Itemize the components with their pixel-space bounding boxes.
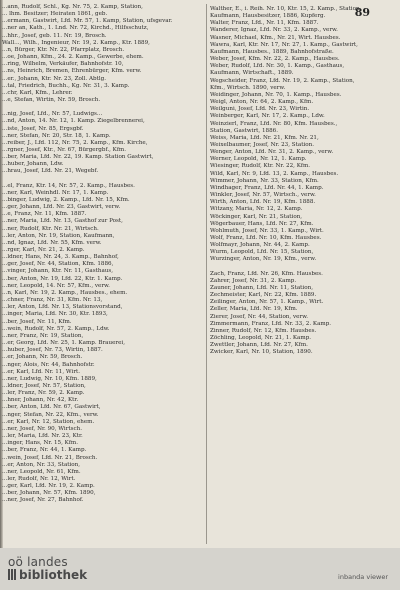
entry-line: ...e, Stefan, Wirtin, Nr. 59, Brosch. — [2, 97, 101, 104]
entry-line: ...ner, Leopold, Nr. 61, Kfm. — [2, 468, 81, 475]
entry-line: Weixelbaumer, Josef, Nr. 23, Station. — [210, 141, 314, 148]
entry-line: ...reiber, J., Lfd. 112, Nr. 75, 2. Kamp., Kfm. Kirche, — [2, 139, 148, 146]
entry-line: Zwicker, Karl, Nr. 10, Station, 1890. — [210, 349, 313, 356]
entry-line: ...oe, Johann, Kfm., 24. 2. Kamp., Gewerbe, ehem. — [2, 54, 144, 61]
entry-line: Wöckinger, Karl, Nr. 21, Station, — [210, 213, 303, 220]
entry-line: ...wein, Josef, Lfd. Nr. 21, Brosch. — [2, 454, 98, 461]
left-column — [2, 4, 202, 505]
logo-line-2: bibliothek — [19, 568, 88, 582]
entry-line: Wurzinger, Anton, Nr. 19, Kfm., verw. — [210, 256, 317, 263]
entry-line: Kaufmann, Wirtschaft., 1889. — [210, 70, 294, 77]
entry-line: Kfm., Wirtsch. 1890, verw. — [210, 84, 286, 91]
entry-line: ...ring, Wilhelm, Verkäufer, Bahnhofstr. 10, — [2, 61, 124, 68]
entry-line: ...ber, Maria, Lfd. Nr. 22, 19. Kamp. Station Gastwirt, — [2, 154, 154, 161]
entry-line: ...inger, Hans, Nr. 15, Kfm. — [2, 440, 78, 447]
entry-line: ...e, Franz, Nr. 11, Kfm. 1887. — [2, 211, 87, 218]
entry-line: ...ldner, Hans, Nr. 24, 3. Kamp., Bahnhof, — [2, 254, 119, 261]
entry-line: ...ger, Josef, Nr. 44, Station, Kfm. 1886, — [2, 261, 114, 268]
entry-line: Wimmer, Johann, Nr. 33, Station, Kfm. — [210, 177, 319, 184]
entry-line: ...ner, Ludwig, Nr. 10, Kfm. 1889, — [2, 375, 97, 382]
entry-line: Station, Gastwirt, 1886. — [210, 127, 278, 134]
entry-line: ...inger, Maria, Lfd. Nr. 30, Ktr. 1893, — [2, 311, 108, 318]
entry-line: ...rgner, Josef, Ktr., Nr. 67, Bürgergbf., Kfm. — [2, 146, 126, 153]
entry-line: Wirth, Anton, Lfd. Nr. 19, Kfm. 1888. — [210, 199, 316, 206]
entry-line: ...ner, Leopold, 14. Nr. 57, Kfm., verw. — [2, 282, 110, 289]
entry-line: ... lhm. Besitzer; Heiraten 1861, geb. — [2, 11, 108, 18]
entry-line: ...ann, Rudolf, Schl., Kg. Nr. 75, 2. Kamp, Station, — [2, 4, 143, 10]
entry-line: ...nd, Ignaz, Lfd. Nr. 55, Kfm. verw. — [2, 239, 102, 246]
entry-line: Weiss, Maria, Lfd. Nr. 21, Kfm. Nr. 21, — [210, 134, 319, 141]
entry-line — [2, 176, 202, 183]
entry-line: Wild, Karl, Nr. 9, Lfd. 13, 2. Kamp., Hausbes. — [210, 170, 339, 177]
entry-line: Weber, Josef, Kfm. Nr. 22, 2. Kamp., Hausbes. — [210, 56, 340, 63]
right-column — [210, 6, 392, 357]
viewer-label: inbanda viewer — [338, 573, 388, 581]
entry-line: ...ler, Franz, Nr. 59, 2. Kamp. — [2, 390, 85, 397]
entry-line: Kaufmann, Hausbesitzer, 1886, Kupferg. — [210, 13, 326, 20]
entry-line: ...ger, Karl, Lfd. Nr. 19, 2. Kamp. — [2, 483, 95, 490]
entry-line: Zöchling, Leopold, Nr. 21, 1. Kamp. — [210, 335, 312, 342]
entry-line: Zimmermann, Franz, Lfd. Nr. 33, 2. Kamp. — [210, 320, 332, 327]
entry-line: ...er, Karl, Lfd. Nr. 11, Wirt. — [2, 368, 81, 375]
entry-line: Weilguni, Josef, Lfd. Nr. 23, Wirtin. — [210, 106, 310, 113]
entry-line: ...ber, Franz, Nr. 44, 1. Kamp. — [2, 447, 87, 454]
entry-line: ...n, Bürger, Ktr. Nr. 22, Pfarrplatz, Brosch. — [2, 46, 125, 53]
entry-line: ...chr, Karl, Kfm., Lehrer. — [2, 89, 73, 96]
entry-line: Wohlmuth, Josef, Nr. 33, 1. Kamp., Wirt. — [210, 227, 324, 234]
entry-line: ...huber, Johann, Ldw. — [2, 161, 64, 168]
entry-line: ...huber, Josef, Nr. 73, Wirtin, 1887. — [2, 347, 103, 354]
entry-line: ...nger, Stefan, Nr. 22, Kfm., verw. — [2, 411, 99, 418]
library-logo[interactable] — [8, 556, 87, 582]
entry-line: Walther, E., i. Reih. Nr. 10, Ktr. 15, 2. Kamp., Station, — [210, 6, 362, 12]
entry-line: ...er, Karl, Nr. 12, Station, ehem. — [2, 418, 95, 425]
entry-line: Zwettler, Johann, Lfd. Nr. 27, Kfm. — [210, 342, 308, 349]
entry-line: ...vinger, Johann, Ktr. Nr. 11, Gasthaus, — [2, 268, 114, 275]
entry-line — [210, 264, 392, 271]
entry-line: ...ner, Karl, Weinhdl. Nr. 17, 1. Kamp. — [2, 189, 109, 196]
entry-line: Zeilinger, Anton, Nr. 57, 1. Kamp., Wirt. — [210, 299, 324, 306]
entry-line: ...er, Anton, Nr. 33, Station, — [2, 461, 81, 468]
entry-line: Wasner, Michael, Kfm., Nr. 21, Wirt. Hausbes. — [210, 34, 341, 41]
entry-line: Wawra, Karl, Ktr. Nr. 17, Nr. 27, 1. Kamp., Gastwirt, — [210, 41, 358, 48]
entry-line: ...el, Franz, Ktr. 14, Nr. 57, 2. Kamp., Hausbes. — [2, 182, 135, 189]
entry-line: Weber, Rudolf, Lfd. Nr. 30, 1. Kamp., Gasthaus, — [210, 63, 345, 70]
entry-line: ...chner, Franz, Nr. 31, Kfm. Nr. 13, — [2, 297, 103, 304]
entry-line: ...hner, Johann, Nr. 42, Ktr. — [2, 397, 79, 404]
entry-line: Winkler, Josef, Nr. 57, Wirtsch., verw. — [210, 192, 316, 199]
entry-line: Weidinger, Johann, Nr. 70, 1. Kamp., Hausbes. — [210, 91, 342, 98]
entry-line: ...ner, Josef, Nr. 27, Bahnhof. — [2, 497, 84, 504]
entry-line: Weinzierl, Franz, Lfd. Nr. 80, Kfm. Hausbes., — [210, 120, 338, 127]
entry-line: ...ner, Franz, Nr. 19, Station, — [2, 332, 84, 339]
entry-line: ...wein, Rudolf, Nr. 57, 2. Kamp., Ldw. — [2, 325, 110, 332]
entry-line: ...rger, Karl, Nr. 21, 2. Kamp. — [2, 247, 85, 253]
entry-line: ...ner an, Kath., 1. Lnd. Nr. 72, Kirchd., Hilfsschutz, — [2, 25, 149, 32]
entry-line — [2, 104, 202, 111]
entry-line: Weinberger, Karl, Nr. 17, 2. Kamp., Ldw. — [210, 113, 325, 120]
entry-line: Wiesinger, Rudolf, Ktr. Nr. 22, Kfm. — [210, 163, 311, 170]
entry-line: Witzany, Maria, Nr. 12, 2. Kamp. — [210, 206, 303, 213]
entry-line: Kaufmann, Hausbes., 1889, Bahnhofstraße. — [210, 48, 334, 55]
entry-line: ...ermann, Gastwirt, Lfd. Mr. 57, 1. Kamp, Station, ufsgevar. — [2, 18, 173, 25]
entry-line: Wolfmayr, Johann, Nr. 44, 2. Kamp. — [210, 242, 310, 249]
entry-line: ...ns, Heinrich, Bremen, Ehrenbürger, Kfm. verw. — [2, 68, 142, 75]
entry-line: Weigl, Anton, Nr. 64, 2. Kamp., Kfm. — [210, 99, 314, 106]
entry-line: ...ger, Johann, Lfd. Nr. 23, Gastwirt, verw. — [2, 204, 121, 211]
entry-line: Zechmeister, Karl, Nr. 22, Kfm. 1889. — [210, 292, 317, 299]
entry-line: ...ner, Josef, Nr. 90, Wirtsch. — [2, 425, 83, 432]
entry-line: Zinner, Rudolf, Nr. 12, Kfm. Hausbes. — [210, 327, 317, 334]
entry-line: ...n, Karl, Nr. 19, 2. Kamp., Hausbes., ehem. — [2, 289, 128, 296]
column-divider — [206, 4, 207, 544]
entry-line: ...nig, Josef, Lfd., Nr. 57, Ludwigs... — [2, 111, 103, 118]
entry-line: Wanderer, Ignaz, Lfd. Nr. 33, 2. Kamp., verw. — [210, 27, 338, 34]
entry-line: ...ldner, Josef, Nr. 57, Station, — [2, 382, 86, 389]
entry-line: Werner, Leopold, Nr. 12, 1. Kamp. — [210, 156, 307, 163]
entry-line: Wurm, Leopold, Lfd. Nr. 15, Station, — [210, 249, 314, 256]
entry-line: ...ber, Johann, Nr. 57, Kfm. 1890, — [2, 490, 96, 497]
logo-mark-icon — [8, 569, 17, 580]
entry-line: Wenger, Anton, Lfd. Nr. 31, 2. Kamp., verw. — [210, 149, 334, 156]
entry-line: ...hrau, Josef, Lfd. Nr. 21, Wegebf. — [2, 168, 99, 175]
entry-line: Wegscheider, Franz, Lfd. Nr. 19, 2. Kamp., Station, — [210, 77, 355, 84]
entry-line: ...hhr., Josef, geb. 11. Nr. 19, Brosch. — [2, 32, 107, 39]
entry-line: ...er., Johann, Ktr. Nr. 23, Zoll. Abtlg. — [2, 75, 106, 82]
entry-line: ...ler, Rudolf, Nr. 12, Wirt. — [2, 476, 76, 482]
entry-line: Walter, Franz, Lfd., Nr. 11, Kfm. 1887. — [210, 20, 319, 27]
entry-line: ...ber, Anton, Nr. 19, Lfd. 22, Ktr. 1. Kamp. — [2, 275, 123, 282]
entry-line: ...ner, Rudolf, Ktr. Nr. 21, Wirtsch. — [2, 225, 99, 232]
entry-line: ...ler, Anton, Lfd. Nr. 13, Stationsvorstand, — [2, 304, 123, 311]
entry-line: ...ber, Josef, Nr. 11, Kfm. — [2, 318, 72, 325]
entry-line: ...nd, Anton, 14. Nr. 12, 1. Kamp. Ziegelbrennerei, — [2, 118, 145, 125]
entry-line: ...er, Georg, Lfd. Nr. 25, 1. Kamp. Brauerei, — [2, 340, 125, 347]
entry-line: Zahrer, Josef, Nr. 31, 2. Kamp. — [210, 277, 297, 284]
entry-line: ...tal, Friedrich, Buchh., Kg. Nr. 31, 3. Kamp. — [2, 82, 130, 89]
entry-line: ...ner, Maria, Lfd. Nr. 13, Gasthof zur Post, — [2, 218, 123, 225]
entry-line: Zierer, Josef, Nr. 44, Station, verw. — [210, 313, 309, 320]
entry-line: Wögerbauer, Hans, Lfd. Nr. 27, Kfm. — [210, 220, 314, 227]
entry-line: ...iste, Josef, Nr. 85, Ergsgbf. — [2, 125, 84, 132]
page-number: 89 — [354, 6, 370, 19]
entry-line: ...ler, Maria, Lfd. Nr. 23, Ktr. — [2, 433, 83, 440]
entry-line: ...ner, Stefan, Nr. 20, Str. 18, 1. Kamp. — [2, 132, 111, 139]
entry-line: Windhager, Franz, Lfd. Nr. 44, 1. Kamp. — [210, 184, 324, 191]
entry-line: ...er, Johann, Nr. 59, Brosch. — [2, 354, 83, 361]
entry-line: ...ler, Anton, Nr. 19, Station, Kaufmann, — [2, 232, 115, 239]
entry-line: Zeller, Maria, Lfd. Nr. 19, Kfm. — [210, 306, 298, 313]
entry-line: ...ber, Anton, Lfd. Nr. 67, Gastwirt, — [2, 404, 101, 411]
entry-line: Zach, Franz, Lfd. Nr. 26, Kfm. Hausbes. — [210, 270, 323, 277]
entry-line: Wolf, Franz, Lfd. Nr. 10, Kfm. Hausbes. — [210, 235, 322, 241]
entry-line: Wall..., Wilh., Ingenieur, Nr. 19, 2. Kamp., Ktr. 1889, — [2, 39, 150, 46]
entry-line: ...nger, Alois, Nr. 44, Bahnhofstr. — [2, 361, 95, 368]
entry-line: Zauner, Johann, Lfd. Nr. 11, Station, — [210, 284, 313, 291]
logo-line-1: oö landes — [8, 555, 68, 569]
entry-line: ...binger, Ludwig, 2. Kamp., Lfd. Nr. 15, Kfm. — [2, 196, 130, 203]
